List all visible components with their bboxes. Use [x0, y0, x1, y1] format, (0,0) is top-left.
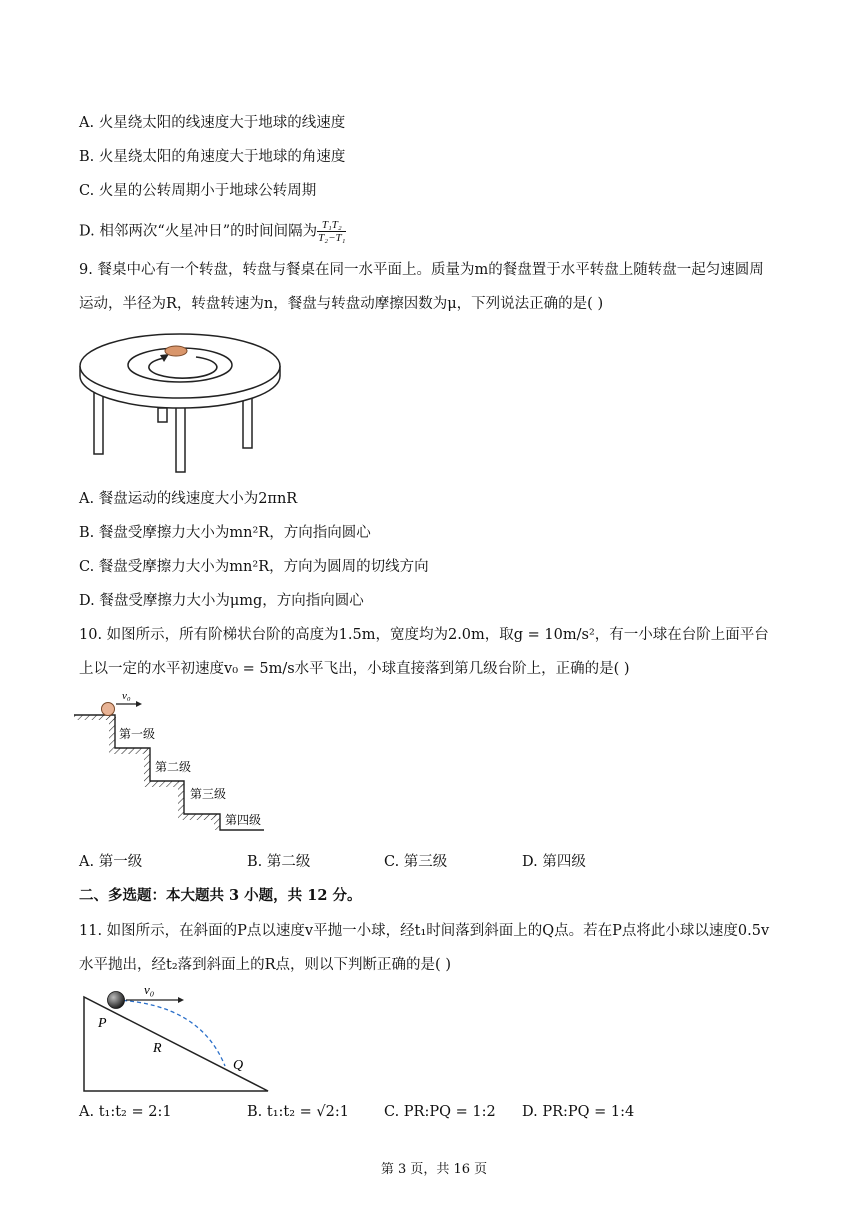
q8-option-d [79, 219, 346, 244]
q8-option-c: C. 火星的公转周期小于地球公转周期 [79, 183, 317, 199]
q10-option-a: A. 第一级 [79, 854, 143, 870]
q11-stem-line2: 水平抛出，经t₂落到斜面上的R点，则以下判断正确的是( ) [79, 957, 451, 973]
trajectory [116, 1000, 225, 1066]
plate [165, 346, 187, 356]
velocity-label: v₀ [144, 982, 155, 997]
point-label-q: Q [233, 1058, 244, 1073]
q10-option-c: C. 第三级 [384, 854, 448, 870]
velocity-label: v₀ [122, 690, 131, 702]
q9-option-c: C. 餐盘受摩擦力大小为mn²R，方向为圆周的切线方向 [79, 559, 429, 575]
q11-option-d: D. PR:PQ = 1:4 [522, 1104, 635, 1120]
rotating-table-figure [78, 328, 283, 474]
q11-option-b: B. t₁:t₂ = √2:1 [247, 1104, 349, 1120]
table-leg [176, 398, 185, 472]
point-label-p: P [98, 1016, 107, 1031]
q9-option-a: A. 餐盘运动的线速度大小为2πnR [79, 491, 298, 507]
q10-option-b: B. 第二级 [247, 854, 311, 870]
ball [108, 992, 125, 1009]
arrow-head-icon [178, 997, 184, 1003]
q9-option-d: D. 餐盘受摩擦力大小为μmg，方向指向圆心 [79, 593, 364, 609]
arrow-head-icon [136, 701, 142, 707]
q10-option-d: D. 第四级 [522, 854, 586, 870]
incline [84, 997, 268, 1091]
fraction-denominator: T₂−T₁ [318, 232, 346, 244]
q10-stem-line2: 上以一定的水平初速度v₀ = 5m/s水平飞出，小球直接落到第几级台阶上，正确的是( ) [79, 661, 630, 677]
q10-stem-line1: 10. 如图所示，所有阶梯状台阶的高度为1.5m，宽度均为2.0m，取g = 10m/s²，有一小球在台阶上面平台 [79, 627, 769, 643]
step-label-2: 第二级 [155, 760, 192, 774]
q11-option-c: C. PR:PQ = 1:2 [384, 1104, 496, 1120]
fraction-numerator: T₁T₂ [317, 219, 346, 232]
q9-stem-line1: 9. 餐桌中心有一个转盘，转盘与餐桌在同一水平面上。质量为m的餐盘置于水平转盘上随转盘一起匀速圆周 [79, 262, 764, 278]
staircase-figure [74, 688, 279, 838]
table-leg [94, 390, 103, 454]
ball [102, 703, 115, 716]
step-label-3: 第三级 [190, 787, 227, 801]
q11-stem-line1: 11. 如图所示，在斜面的P点以速度v平抛一小球，经t₁时间落到斜面上的Q点。若在P点将此小球以速度0.5v [79, 923, 770, 939]
step-label-1: 第一级 [119, 727, 156, 741]
q11-option-a: A. t₁:t₂ = 2:1 [79, 1104, 172, 1120]
q9-stem-line2: 运动，半径为R，转盘转速为n，餐盘与转盘动摩擦因数为μ，下列说法正确的是( ) [79, 296, 604, 312]
page-footer: 第 3 页，共 16 页 [380, 1162, 488, 1177]
point-label-r: R [153, 1041, 162, 1056]
q8-option-a: A. 火星绕太阳的线速度大于地球的线速度 [79, 115, 346, 131]
q9-option-b: B. 餐盘受摩擦力大小为mn²R，方向指向圆心 [79, 525, 371, 541]
q8-option-b: B. 火星绕太阳的角速度大于地球的角速度 [79, 149, 346, 165]
fraction [317, 219, 346, 244]
incline-figure [80, 980, 275, 1095]
q8-option-d-text: D. 相邻两次“火星冲日”的时间间隔为 [79, 223, 318, 240]
section-heading: 二、多选题：本大题共 3 小题，共 12 分。 [79, 887, 362, 904]
step-label-4: 第四级 [225, 813, 262, 827]
table-leg [158, 408, 167, 422]
